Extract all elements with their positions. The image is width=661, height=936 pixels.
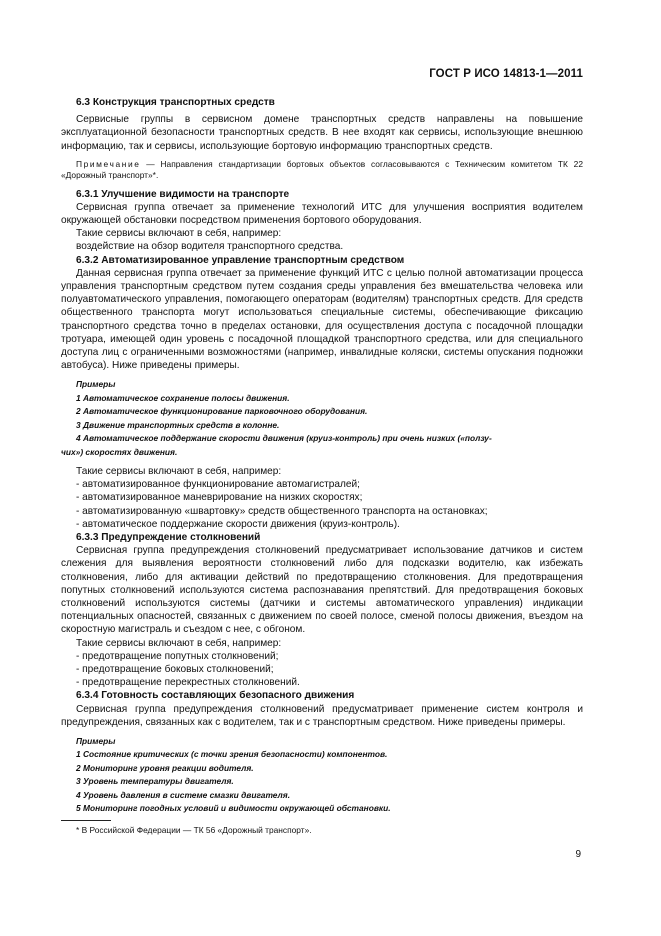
example-item: 3 Движение транспортных средств в колонне. <box>76 419 280 430</box>
s634-paragraph-1: Сервисная группа предупреждения столкновений предусматривает применение систем контроля и предупреждения, связанных как с водителем, так и с транспортным средством. Ниже приведены примеры. <box>61 703 583 728</box>
section-heading-6-3-2: 6.3.2 Автоматизированное управление транспортным средством <box>76 254 405 266</box>
s632-examples <box>61 378 583 458</box>
s631-paragraph-3: воздействие на обзор водителя транспортного средства. <box>76 241 344 253</box>
list-item: - автоматизированное функционирование автомагистралей; <box>76 479 360 491</box>
section-heading-6-3-1: 6.3.1 Улучшение видимости на транспорте <box>76 188 290 200</box>
example-item: 5 Мониторинг погодных условий и видимости окружающей обстановки. <box>76 803 391 813</box>
list-item: - автоматизированную «швартовку» средств общественного транспорта на остановках; <box>76 505 488 517</box>
footnote-separator <box>61 820 111 821</box>
example-item: 4 Уровень давления в системе смазки двигателя. <box>76 789 291 800</box>
example-item: 1 Состояние критических (с точки зрения безопасности) компонентов. <box>76 749 388 760</box>
example-item: 4 Автоматическое поддержание скорости движения (круиз-контроль) при очень низких («ползу- <box>76 433 492 444</box>
s632-paragraph-1: Данная сервисная группа отвечает за применение функций ИТС с целью полной автоматизации процесса управления транспортным средством путем создания среды управления без вмешательства человека или полуавтоматического управления, помогающего операторам (водителям) транспортных средств. Для средств общественного транспорта могут использоваться специальные системы, обеспечивающие фиксацию транспортного средства точно в пределах остановки, для осуществления доступа с посадочной площадки тротуара, имеющей один уровень с посадочной площадкой транспортного средства, или для специального доступа лиц с ограниченными возможностями (например, инвалидные коляски, системы опускания подножки автобуса). Ниже приведены примеры. <box>61 267 583 372</box>
example-item: 2 Мониторинг уровня реакции водителя. <box>76 762 254 773</box>
list-item: - автоматическое поддержание скорости движения (круиз-контроль). <box>76 518 400 530</box>
document-code-header: ГОСТ Р ИСО 14813-1—2011 <box>429 68 583 80</box>
s634-examples <box>61 735 583 815</box>
example-item-continuation: чих») скоростях движения. <box>61 446 178 457</box>
example-item: 3 Уровень температуры двигателя. <box>76 776 234 787</box>
section-6-3-intro: Сервисные группы в сервисном домене транспортных средств направлены на повышение эксплуатационной безопасности транспортных средств. В нее входят как сервисы, использующие внешнюю информацию, так и сервисы, использующие бортовую информацию транспортных средств. <box>61 114 583 152</box>
page-number: 9 <box>575 849 581 860</box>
s631-paragraph-1: Сервисная группа отвечает за применение технологий ИТС для улучшения восприятия водителем окружающей обстановки посредством применения бортового оборудования. <box>61 201 583 227</box>
s633-paragraph-1: Сервисная группа предупреждения столкновений предусматривает использование датчиков и систем слежения для выявления вероятности столкновений либо для подсказки водителю, как избежать столкновения, либо для активации действий по предотвращению столкновения. Для предотвращения попутных столкновений используются система распознавания препятствий. Для предотвращения боковых столкновений используются системы (датчики и системы автоматического управления) индикации потенциальных опасностей, связанных с движением по своей полосе, сменой полосы движения, въездом на скоростную магистраль и съездом с нее, с обгоном. <box>61 545 583 636</box>
page-body <box>61 96 583 821</box>
examples-title: Примеры <box>76 379 116 390</box>
note-text: — Направления стандартизации бортовых объектов согласовываются с Техническим комитетом ТК 22 «Дорожный транспорт»*. <box>61 158 583 181</box>
section-heading-6-3-4: 6.3.4 Готовность составляющих безопасного движения <box>76 690 355 702</box>
footnote: * В Российской Федерации — ТК 56 «Дорожный транспорт». <box>76 825 312 835</box>
list-item: - автоматизированное маневрирование на низких скоростях; <box>76 492 363 504</box>
list-item: - предотвращение попутных столкновений; <box>76 650 279 662</box>
example-item: 1 Автоматическое сохранение полосы движения. <box>76 392 290 403</box>
list-item: - предотвращение боковых столкновений; <box>76 663 274 675</box>
s633-paragraph-2: Такие сервисы включают в себя, например: <box>76 637 282 649</box>
section-heading-6-3-3: 6.3.3 Предупреждение столкновений <box>76 531 261 543</box>
note-paragraph <box>61 159 583 182</box>
examples-title: Примеры <box>76 735 116 746</box>
s631-paragraph-2: Такие сервисы включают в себя, например: <box>76 228 282 240</box>
section-heading-6-3: 6.3 Конструкция транспортных средств <box>76 97 275 108</box>
example-item: 2 Автоматическое функционирование парковочного оборудования. <box>76 406 368 417</box>
s632-paragraph-2: Такие сервисы включают в себя, например: <box>76 465 282 477</box>
list-item: - предотвращение перекрестных столкновений. <box>76 677 300 689</box>
note-label: Примечание <box>76 158 141 169</box>
